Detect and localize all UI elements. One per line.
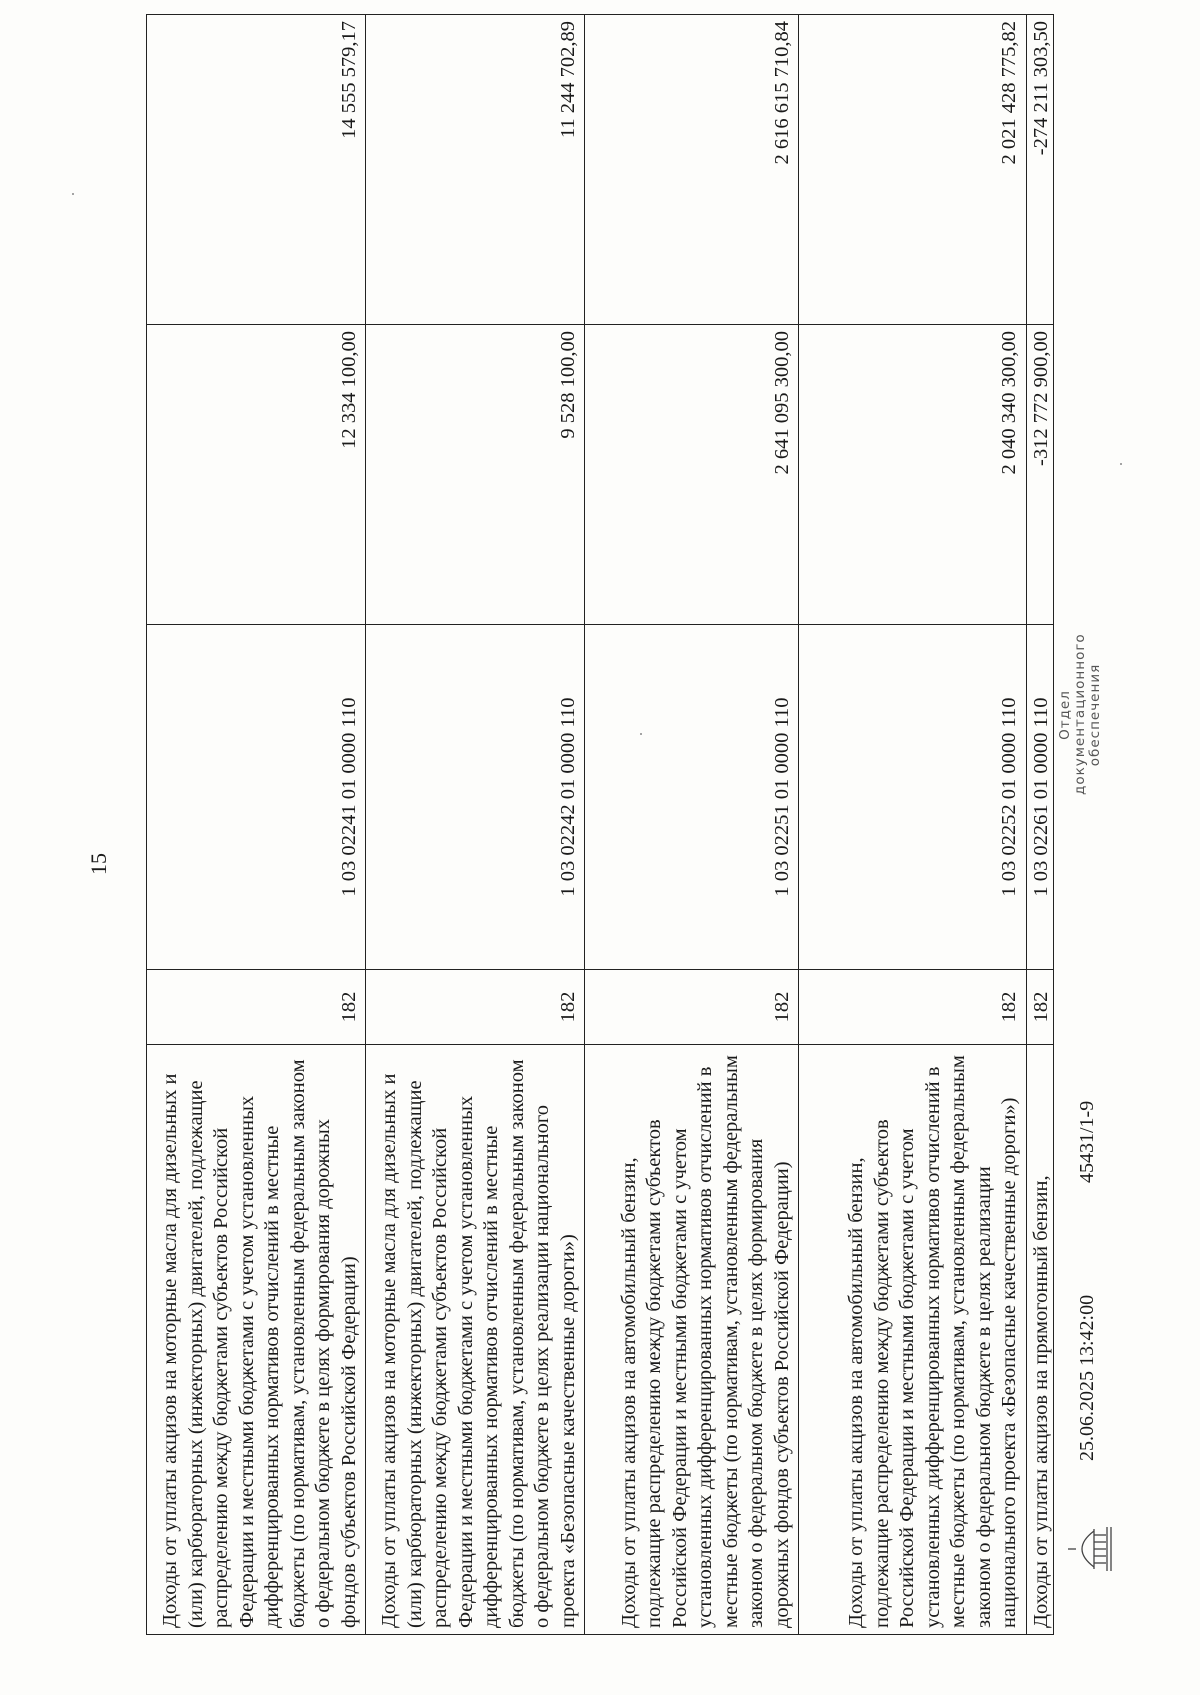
scan-speck [640,733,642,735]
stamp-line-1: Отдел документационного [1057,633,1088,795]
department-stamp [1058,635,1103,795]
table-row [147,15,366,1635]
row-budget-code: 1 03 02252 01 0000 110 [799,625,1027,970]
row-description: Доходы от уплаты акцизов на моторные масла для дизельных и (или) карбюраторных (инжекторных) двигателей, подлежащие распределению между бюджетами субъектов Российской Федерации и местными бюджетами с учетом установленных дифференцированных нормативов отчислений в местные бюджеты (по нормативам, установленным федеральным законом о федеральном бюджете в целях формирования дорожных фондов субъектов Российской Федерации) [147,1045,366,1635]
row-amount-actual: 2 021 428 775,82 [799,15,1027,325]
row-budget-code: 1 03 02241 01 0000 110 [147,625,366,970]
row-amount-planned: 9 528 100,00 [366,325,585,625]
row-description: Доходы от уплаты акцизов на автомобильный бензин, подлежащие распределению между бюджетами субъектов Российской Федерации и местными бюджетами с учетом установленных дифференцированных нормативов отчислений в местные бюджеты (по нормативам, установленным федеральным законом о федеральном бюджете в целях формирования дорожных фондов субъектов Российской Федерации) [585,1045,799,1635]
row-amount-actual: 14 555 579,17 [147,15,366,325]
row-description: Доходы от уплаты акцизов на прямогонный бензин, [1026,1045,1053,1635]
row-admin-code: 182 [585,970,799,1045]
row-description: Доходы от уплаты акцизов на моторные масла для дизельных и (или) карбюраторных (инжекторных) двигателей, подлежащие распределению между бюджетами субъектов Российской Федерации и местными бюджетами с учетом установленных дифференцированных нормативов отчислений в местные бюджеты (по нормативам, установленным федеральным законом о федеральном бюджете в целях реализации национального проекта «Безопасные качественные дороги») [366,1045,585,1635]
row-amount-actual: 11 244 702,89 [366,15,585,325]
row-description: Доходы от уплаты акцизов на автомобильный бензин, подлежащие распределению между бюджетами субъектов Российской Федерации и местными бюджетами с учетом установленных дифференцированных нормативов отчислений в местные бюджеты (по нормативам, установленным федеральным законом о федеральном бюджете в целях реализации национального проекта «Безопасные качественные дороги») [799,1045,1027,1635]
row-budget-code: 1 03 02261 01 0000 110 [1026,625,1053,970]
footer-date: 25.06.2025 13:42:00 [1076,1294,1098,1461]
row-amount-planned: -312 772 900,00 [1026,325,1053,625]
page-number: 15 [86,853,111,875]
row-budget-code: 1 03 02251 01 0000 110 [585,625,799,970]
row-amount-planned: 2 641 095 300,00 [585,325,799,625]
footer-doc-id: 45431/1-9 [1076,1100,1098,1183]
row-admin-code: 182 [799,970,1027,1045]
scan-speck [72,193,74,195]
row-amount-actual: 2 616 615 710,84 [585,15,799,325]
table-row [799,15,1027,1635]
row-amount-planned: 2 040 340 300,00 [799,325,1027,625]
table-row [585,15,799,1635]
row-admin-code: 182 [366,970,585,1045]
stamp-line-2: обеспечения [1087,663,1103,767]
row-budget-code: 1 03 02242 01 0000 110 [366,625,585,970]
table-row [366,15,585,1635]
row-admin-code: 182 [147,970,366,1045]
row-amount-actual: -274 211 303,50 [1026,15,1053,325]
revenue-table [146,14,1054,1635]
row-amount-planned: 12 334 100,00 [147,325,366,625]
table-row [1026,15,1053,1635]
scan-speck [1120,463,1122,465]
duma-emblem-icon [1060,1523,1116,1575]
row-admin-code: 182 [1026,970,1053,1045]
